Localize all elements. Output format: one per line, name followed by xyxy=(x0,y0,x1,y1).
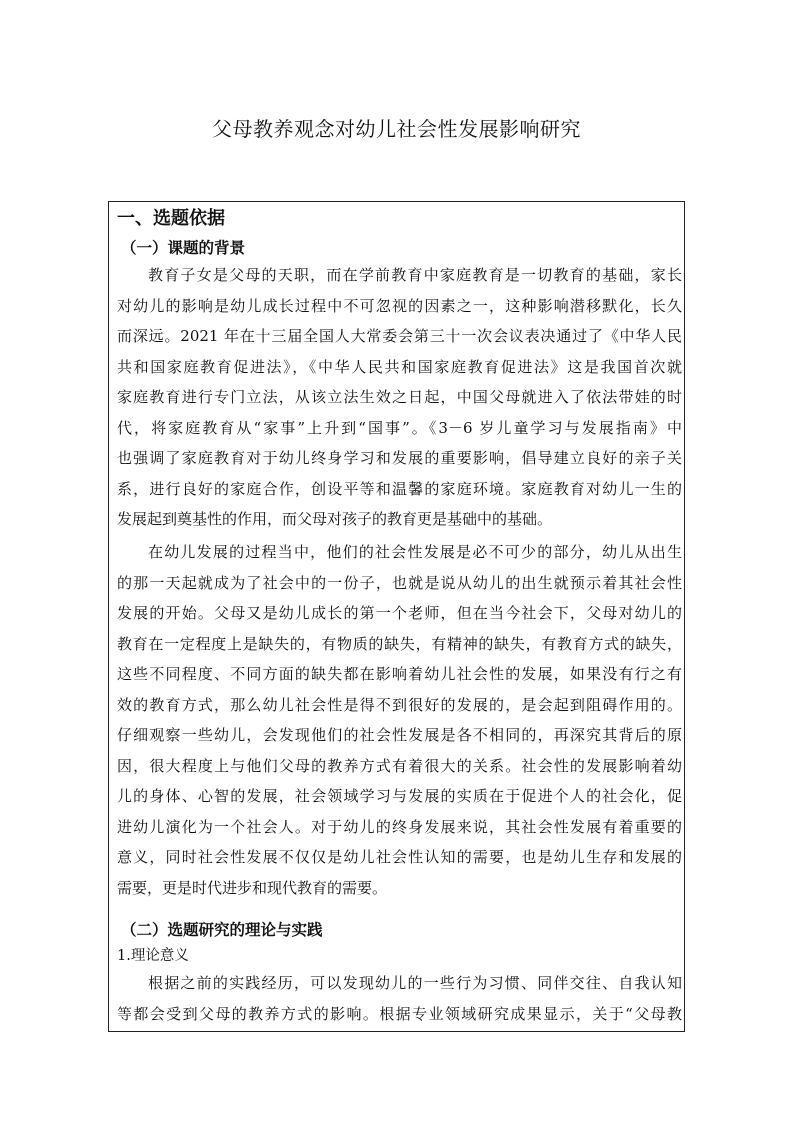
section-heading-basis: 一、选题依据 xyxy=(117,208,225,229)
paragraph-line: 对幼儿的影响是幼儿成长过程中不可忽视的因素之一，这种影响潜移默化，长久 xyxy=(117,296,682,315)
paragraph-line: 而深远。2021 年在十三届全国人大常委会第三十一次会议表决通过了《中华人民 xyxy=(117,327,682,345)
item-heading-theoretical-significance: 1.理论意义 xyxy=(117,948,189,964)
paragraph-line: 等都会受到父母的教养方式的影响。根据专业领域研究成果显示，关于“父母教 xyxy=(117,1004,682,1023)
subsection-heading-theory-practice: （二）选题研究的理论与实践 xyxy=(121,921,323,939)
paragraph-line: 共和国家庭教育促进法》，《中华人民共和国家庭教育促进法》这是我国首次就 xyxy=(117,357,682,376)
paragraph-line: 仔细观察一些幼儿，会发现他们的社会性发展是各不相同的，再深究其背后的原 xyxy=(117,726,682,744)
paragraph-line: 的那一天起就成为了社会中的一份子，也就是说从幼儿的出生就预示着其社会性 xyxy=(117,573,682,592)
paragraph-line: 系，进行良好的家庭合作，创设平等和温馨的家庭环境。家庭教育对幼儿一生的 xyxy=(117,479,682,498)
paragraph-line: 需要，更是时代进步和现代教育的需要。 xyxy=(117,878,388,897)
paragraph-line: 这些不同程度、不同方面的缺失都在影响着幼儿社会性的发展，如果没有行之有 xyxy=(117,665,682,683)
paragraph-line: 在幼儿发展的过程当中，他们的社会性发展是必不可少的部分，幼儿从出生 xyxy=(148,543,682,561)
content-box xyxy=(108,201,685,1032)
paragraph-line: 发展的开始。父母又是幼儿成长的第一个老师，但在当今社会下，父母对幼儿的 xyxy=(117,604,682,622)
paragraph-line: 家庭教育进行专门立法，从该立法生效之日起，中国父母就进入了依法带娃的时 xyxy=(117,388,682,406)
paragraph-line: 代，将家庭教育从“家事”上升到“国事”。《3－6 岁儿童学习与发展指南》中 xyxy=(117,418,682,437)
subsection-heading-background: （一）课题的背景 xyxy=(121,239,246,257)
paragraph-line: 发展起到奠基性的作用，而父母对孩子的教育更是基础中的基础。 xyxy=(117,510,553,528)
paragraph-line: 教育在一定程度上是缺失的，有物质的缺失，有精神的缺失，有教育方式的缺失， xyxy=(117,634,682,653)
paragraph-line: 效的教育方式，那么幼儿社会性是得不到很好的发展的，是会起到阻碍作用的。 xyxy=(117,695,682,714)
paragraph-line: 进幼儿演化为一个社会人。对于幼儿的终身发展来说，其社会性发展有着重要的 xyxy=(117,817,682,836)
paragraph-background-1 xyxy=(117,260,682,535)
paragraph-background-2 xyxy=(117,537,682,903)
paragraph-line: 也强调了家庭教育对于幼儿终身学习和发展的重要影响，倡导建立良好的亲子关 xyxy=(117,449,682,467)
paragraph-line: 因，很大程度上与他们父母的教养方式有着很大的关系。社会性的发展影响着幼 xyxy=(117,756,682,775)
paragraph-theoretical-significance xyxy=(117,968,682,1029)
paragraph-line: 意义，同时社会性发展不仅仅是幼儿社会性认知的需要，也是幼儿生存和发展的 xyxy=(117,848,682,866)
document-title: 父母教养观念对幼儿社会性发展影响研究 xyxy=(212,117,581,141)
paragraph-line: 教育子女是父母的天职，而在学前教育中家庭教育是一切教育的基础，家长 xyxy=(148,266,682,284)
paragraph-line: 根据之前的实践经历，可以发现幼儿的一些行为习惯、同伴交往、自我认知 xyxy=(148,974,682,992)
paragraph-line: 儿的身体、心智的发展，社会领域学习与发展的实质在于促进个人的社会化，促 xyxy=(117,787,682,805)
